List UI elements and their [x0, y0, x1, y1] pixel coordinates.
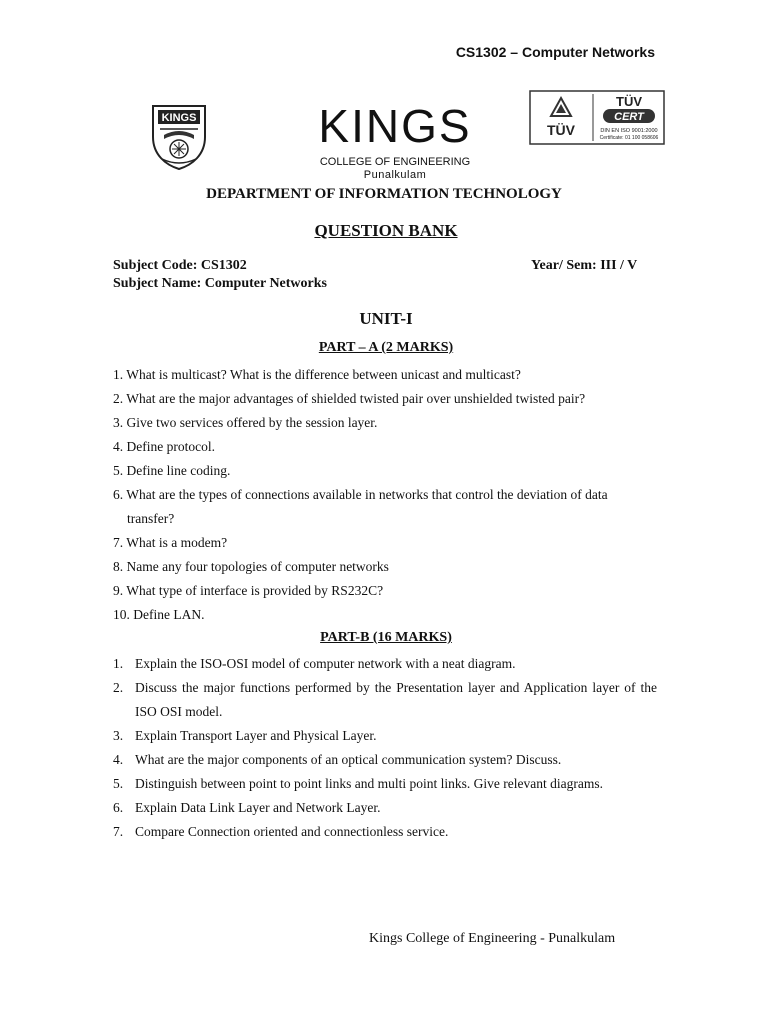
question-item: 3. Explain Transport Layer and Physical Layer.: [113, 728, 377, 743]
question-item: 7. What is a modem?: [113, 535, 228, 550]
cert-standard: DIN EN ISO 9001:2000: [600, 128, 658, 134]
college-crest-logo: [150, 103, 208, 171]
part-a-questions: [113, 363, 663, 627]
question-item: 5. Distinguish between point to point links and multi point links. Give relevant diagrams.: [113, 776, 603, 791]
part-b-heading: PART-B (16 MARKS): [320, 630, 452, 645]
subject-name: Subject Name: Computer Networks: [113, 276, 327, 291]
unit-heading: UNIT-I: [359, 309, 413, 328]
question-item: 6. Explain Data Link Layer and Network Layer.: [113, 800, 381, 815]
question-item: 6. What are the types of connections available in networks that control the deviation of data transfer?: [113, 487, 608, 526]
department-title: DEPARTMENT OF INFORMATION TECHNOLOGY: [206, 186, 562, 202]
question-item: 9. What type of interface is provided by RS232C?: [113, 583, 384, 598]
subject-code: Subject Code: CS1302: [113, 258, 247, 273]
part-a-heading: PART – A (2 MARKS): [318, 340, 454, 355]
part-b-questions: [113, 652, 657, 844]
question-item: 10. Define LAN.: [113, 607, 205, 622]
question-item: 5. Define line coding.: [113, 463, 231, 478]
question-item: 8. Name any four topologies of computer networks: [113, 559, 389, 574]
college-brand: [300, 100, 490, 182]
cert-number: Certificate: 01 100 058606: [599, 135, 659, 141]
tuv-left-mark: TÜV: [547, 122, 575, 138]
college-location: Punalkulam: [363, 169, 427, 181]
tuv-top-mark: TÜV: [616, 94, 642, 109]
question-item: 2. Discuss the major functions performed by the Presentation layer and Application layer of the ISO OSI model.: [113, 680, 657, 719]
question-item: 1. Explain the ISO-OSI model of computer network with a neat diagram.: [113, 656, 516, 671]
question-item: 3. Give two services offered by the session layer.: [113, 415, 378, 430]
page-footer: Kings College of Engineering - Punalkulam: [369, 931, 616, 946]
question-item: 1. What is multicast? What is the difference between unicast and multicast?: [113, 367, 521, 382]
question-item: 4. Define protocol.: [113, 439, 215, 454]
college-name: KINGS: [318, 100, 472, 152]
cert-badge: CERT: [614, 111, 644, 123]
running-header: CS1302 – Computer Networks: [455, 44, 655, 60]
year-semester: Year/ Sem: III / V: [531, 258, 638, 273]
question-item: 2. What are the major advantages of shielded twisted pair over unshielded twisted pair?: [113, 391, 586, 406]
college-subtitle: COLLEGE OF ENGINEERING: [319, 156, 471, 168]
page-title: QUESTION BANK: [314, 221, 458, 240]
tuv-certification-logo: [529, 90, 665, 145]
svg-text:KINGS: KINGS: [161, 112, 197, 124]
question-item: 4. What are the major components of an optical communication system? Discuss.: [113, 752, 562, 767]
question-item: 7. Compare Connection oriented and connectionless service.: [113, 824, 449, 839]
